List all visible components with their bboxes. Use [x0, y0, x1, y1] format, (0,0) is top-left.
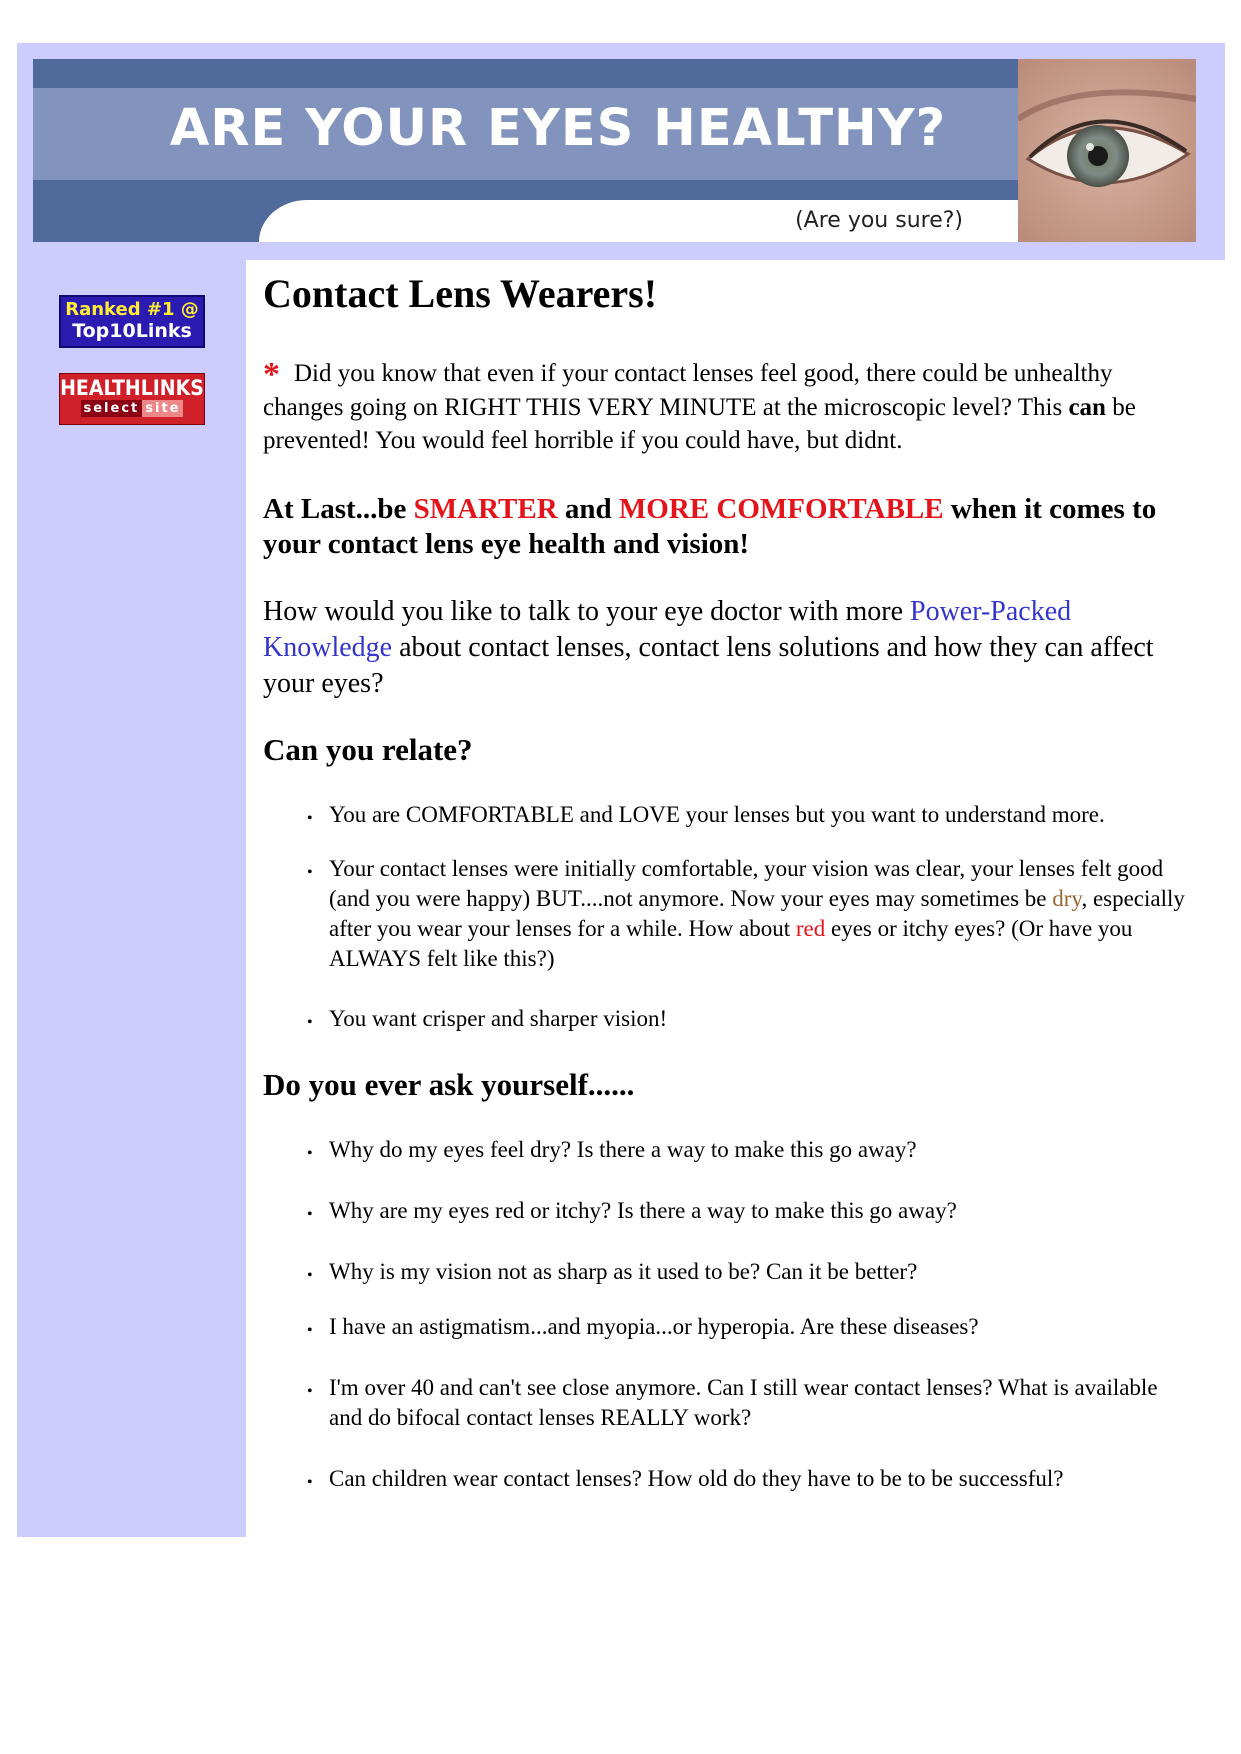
- pitch-part-2: about contact lenses, contact lens solutions and how they can affect your eyes?: [263, 632, 1154, 699]
- dry-word: dry: [1052, 886, 1082, 911]
- healthlinks-badge[interactable]: [59, 373, 205, 425]
- pitch-paragraph: [263, 594, 1193, 702]
- list-item: • I'm over 40 and can't see close anymore. Can I still wear contact lenses? What is available and do bifocal contact lenses REALLY work?: [329, 1373, 1189, 1433]
- red-word: red: [795, 916, 826, 941]
- subheadline: [263, 492, 1193, 562]
- list-item: • You want crisper and sharper vision!: [329, 1004, 1189, 1034]
- intro-paragraph: [263, 357, 1193, 457]
- intro-bold-word: can: [1068, 394, 1106, 421]
- banner-subtitle: (Are you sure?): [795, 208, 963, 233]
- banner-title: ARE YOUR EYES HEALTHY?: [169, 99, 947, 158]
- intro-text-2: be prevented! You would feel horrible if you could have, but didnt.: [263, 394, 1136, 454]
- page-title: Contact Lens Wearers!: [263, 271, 658, 316]
- smarter-emphasis: SMARTER: [413, 493, 558, 525]
- relate-heading: Can you relate?: [263, 732, 473, 767]
- list-item: • You are COMFORTABLE and LOVE your lenses but you want to understand more.: [329, 800, 1189, 830]
- more-comfortable-emphasis: MORE COMFORTABLE: [618, 493, 944, 525]
- list-item: • Why are my eyes red or itchy? Is there a way to make this go away?: [329, 1196, 1189, 1226]
- list-item: • I have an astigmatism...and myopia...or hyperopia. Are these diseases?: [329, 1312, 1189, 1342]
- healthlinks-badge-title: HEALTHLINKS: [60, 376, 204, 400]
- ranked-badge-line2: Top10Links: [72, 320, 192, 342]
- ranked-badge-line1: Ranked #1 @: [65, 299, 199, 320]
- subtitle-bar: [259, 200, 1018, 242]
- eye-photo: [1018, 59, 1196, 242]
- list-item-text: , especially after you wear your lenses for a while. How about: [329, 886, 1185, 941]
- list-item: • Why is my vision not as sharp as it used to be? Can it be better?: [329, 1257, 1189, 1287]
- list-item-text: Your contact lenses were initially comfortable, your vision was clear, your lenses felt good (and you were happy) BUT....not anymore. Now your eyes may sometimes be: [329, 856, 1164, 911]
- list-item: • Why do my eyes feel dry? Is there a way to make this go away?: [329, 1135, 1189, 1165]
- ask-heading: Do you ever ask yourself......: [263, 1067, 635, 1102]
- subhead-part-1: At Last...be: [263, 493, 414, 525]
- healthlinks-badge-tag: [60, 402, 204, 415]
- healthlinks-badge-select: select: [81, 400, 143, 417]
- subhead-part-3: when it comes to your contact lens eye health and vision!: [263, 493, 1157, 560]
- healthlinks-badge-site: site: [142, 400, 183, 417]
- list-item: [329, 854, 1189, 974]
- subhead-part-2: and: [557, 493, 619, 525]
- header-banner: [33, 59, 1196, 242]
- ranked-badge[interactable]: [59, 295, 205, 348]
- intro-text-1: Did you know that even if your contact lenses feel good, there could be unhealthy changes going on RIGHT THIS VERY MINUTE at the microscopic level? This: [263, 360, 1113, 421]
- power-packed-knowledge-text: Power-Packed Knowledge: [263, 596, 1072, 663]
- list-item-text: eyes or itchy eyes? (Or have you ALWAYS felt like this?): [329, 916, 1133, 971]
- pitch-part-1: How would you like to talk to your eye doctor with more: [263, 596, 910, 627]
- asterisk-marker: *: [263, 356, 280, 393]
- list-item: • Can children wear contact lenses? How old do they have to be to be successful?: [329, 1464, 1189, 1494]
